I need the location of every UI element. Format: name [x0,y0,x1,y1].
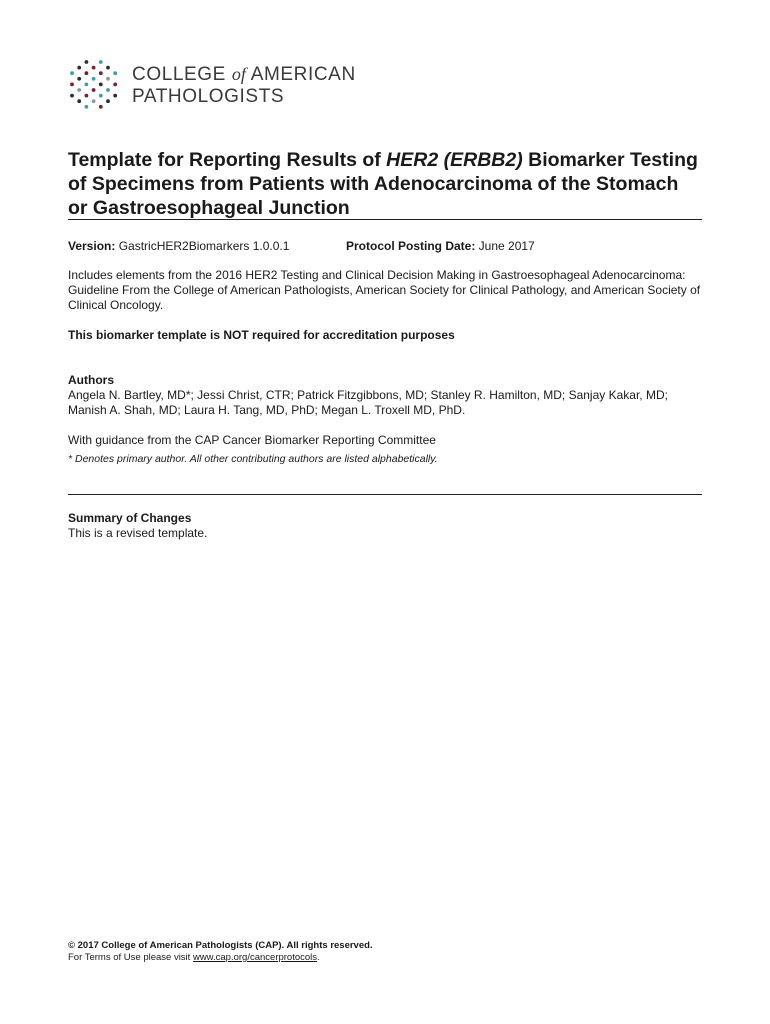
accreditation-notice: This biomarker template is NOT required for accreditation purposes [68,328,455,342]
primary-author-note: * Denotes primary author. All other contributing authors are listed alphabetically. [68,453,438,465]
logo-line-2: PATHOLOGISTS [132,86,285,107]
logo-dot [70,83,74,87]
summary-heading: Summary of Changes [68,511,192,525]
logo-dot [92,66,96,70]
logo-dot [106,77,110,81]
section-divider [68,494,702,495]
logo-dot [92,99,96,103]
logo-dot [77,77,81,81]
logo-dot [70,94,74,98]
logo-dot [99,83,103,87]
includes-paragraph: Includes elements from the 2016 HER2 Testing and Clinical Decision Making in Gastroesophageal Adenocarcinoma: Guideline From the College of American Pathologists, American Society for Clinical Pathology, and American Society of Clinical Oncology. [68,268,701,312]
logo-dot [70,71,74,75]
cancer-protocols-link[interactable]: www.cap.org/cancerprotocols [192,952,318,963]
logo-dot [99,60,103,64]
version-info: Version: GastricHER2Biomarkers 1.0.0.1 [68,239,290,253]
logo-dot [99,94,103,98]
logo-dot [77,66,81,70]
authors-list: Angela N. Bartley, MD*; Jessi Christ, CTR; Patrick Fitzgibbons, MD; Stanley R. Hamilton, MD; Sanjay Kakar, MD; Manish A. Shah, MD; Laura H. Tang, MD, PhD; Megan L. Troxell MD, PhD. [68,388,668,417]
logo-dot [113,71,117,75]
summary-text: This is a revised template. [68,526,208,540]
guidance-statement: With guidance from the CAP Cancer Biomarker Reporting Committee [68,433,436,447]
logo-dot [77,99,81,103]
terms-of-use: For Terms of Use please visit www.cap.org/cancerprotocols. [68,952,320,963]
posting-date-info: Protocol Posting Date: June 2017 [346,239,535,253]
logo-dot [113,94,117,98]
logo-dot [99,71,103,75]
logo-dot [85,105,89,109]
logo-dot [92,77,96,81]
logo-dot [113,83,117,87]
logo-dot [85,60,89,64]
logo-wordmark [132,63,356,108]
logo-line-1: COLLEGE of AMERICAN [132,64,356,85]
title-divider [68,219,702,220]
logo-dot [106,88,110,92]
gene-name: HER2 (ERBB2) [386,149,523,171]
logo-dot [99,105,103,109]
authors-heading: Authors [68,373,114,387]
logo-dot [92,88,96,92]
cap-logo [66,58,366,110]
logo-dot [106,99,110,103]
copyright-notice: © 2017 College of American Pathologists (CAP). All rights reserved. [68,940,373,951]
logo-dot [85,94,89,98]
logo-dot [85,83,89,87]
page-title: Template for Reporting Results of HER2 (ERBB2) Biomarker Testing of Specimens from Patients with Adenocarcinoma of the Stomach or Gastroesophageal Junction [68,149,698,219]
logo-dot [77,88,81,92]
logo-dot [85,71,89,75]
logo-dots-icon [66,58,122,110]
logo-dot [106,66,110,70]
